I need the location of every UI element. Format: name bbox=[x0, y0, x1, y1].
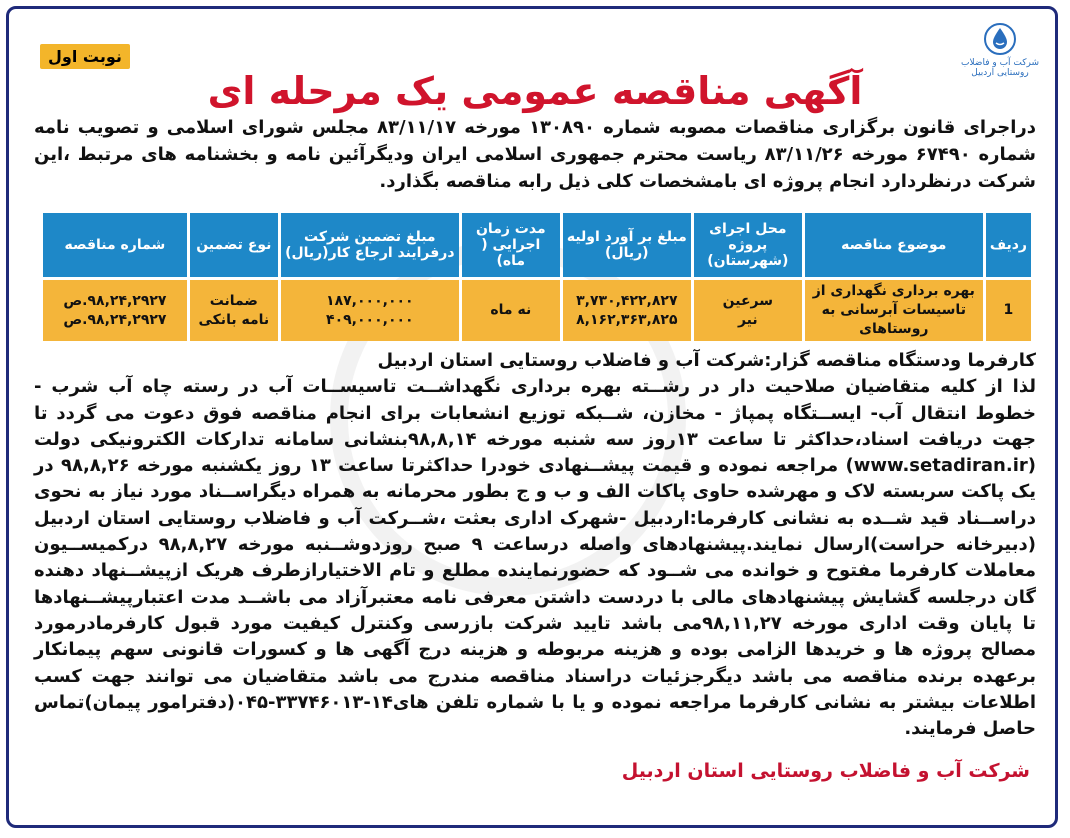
cell-row-number: 1 bbox=[986, 280, 1031, 341]
location-nir: نیر bbox=[737, 311, 758, 328]
header-subject: موضوع مناقصه bbox=[805, 213, 983, 277]
header-guarantee: مبلغ تضمین شرکت درفرایند ارجاع کار(ریال) bbox=[281, 213, 459, 277]
header-tender-number: شماره مناقصه bbox=[43, 213, 187, 277]
edition-badge: نوبت اول bbox=[40, 44, 130, 69]
cell-estimate bbox=[563, 280, 691, 341]
guarantee-1: ۱۸۷,۰۰۰,۰۰۰ bbox=[326, 292, 414, 309]
cell-guarantee-type: ضمانت نامه بانکی bbox=[190, 280, 278, 341]
cell-subject: بهره برداری نگهداری از تاسیسات آبرسانی به روستاهای bbox=[805, 280, 983, 341]
footer-signature: شرکت آب و فاضلاب روستایی استان اردبیل bbox=[621, 760, 1030, 782]
water-drop-icon bbox=[983, 22, 1017, 56]
cell-guarantee bbox=[281, 280, 459, 341]
cell-duration: نه ماه bbox=[462, 280, 560, 341]
cell-location bbox=[694, 280, 802, 341]
tender-number-2: ۹۸,۲۴,۲۹۲۷.ص bbox=[63, 311, 167, 328]
table-row bbox=[43, 280, 1031, 341]
cell-tender-number bbox=[43, 280, 187, 341]
header-guarantee-type: نوع تضمین bbox=[190, 213, 278, 277]
guarantee-2: ۴۰۹,۰۰۰,۰۰۰ bbox=[326, 311, 414, 328]
company-logo bbox=[952, 22, 1048, 92]
employer-line: کارفرما ودستگاه مناقصه گزار:شرکت آب و فاضلاب روستایی استان اردبیل bbox=[377, 350, 1036, 371]
body-text bbox=[34, 348, 1036, 742]
estimate-1: ۳,۷۳۰,۴۲۲,۸۲۷ bbox=[576, 292, 678, 309]
table-header-row bbox=[43, 213, 1031, 277]
intro-paragraph: دراجرای قانون برگزاری مناقصات مصوبه شماره ۱۳۰۸۹۰ مورخه ۸۳/۱۱/۱۷ مجلس شورای اسلامی و تصویب نامه شماره ۶۷۴۹۰ مورخه ۸۳/۱۱/۲۶ ریاست محترم جمهوری اسلامی ایران ودیگرآئین نامه و بخشنامه های مرتبط ،این شرکت درنظردارد انجام پروژه ای بامشخصات کلی ذیل رابه مناقصه بگذارد. bbox=[34, 117, 1036, 192]
tender-table bbox=[40, 210, 1034, 344]
tender-number-1: ۹۸,۲۴,۲۹۲۷.ص bbox=[63, 292, 167, 309]
header-row-number: ردیف bbox=[986, 213, 1031, 277]
page-title: آگهی مناقصه عمومی یک مرحله ای bbox=[207, 69, 863, 113]
header-location: محل اجرای پروژه (شهرستان) bbox=[694, 213, 802, 277]
header-estimate: مبلغ بر آورد اولیه (ریال) bbox=[563, 213, 691, 277]
header-duration: مدت زمان اجرایی ( ماه) bbox=[462, 213, 560, 277]
estimate-2: ۸,۱۶۲,۳۶۳,۸۲۵ bbox=[576, 311, 678, 328]
body-paragraph: لذا از کلیه متقاضیان صلاحیت دار در رشــته بهره برداری نگهداشــت تاسیســات آب در رسته چاه آب شرب - خطوط انتقال آب- ایســتگاه پمپاژ - مخازن، شــبکه توزیع انشعابات برای انجام مناقصه فوق دعوت می گردد تا جهت دریافت اسناد،حداکثر تا ساعت ۱۳روز سه شنبه مورخه ۹۸,۸,۱۴بنشانی سامانه تدارکات الکترونیکی دولت (www.setadiran.ir) مراجعه نموده و قیمت پیشــنهادی خودرا حداکثرتا ساعت ۱۳ روز یکشنبه مورخه ۹۸,۸,۲۶ در یک پاکت سربسته لاک و مهرشده حاوی پاکات الف و ب و ج بطور محرمانه به همراه دیگراســناد مورد نیاز به نحوی دراســناد قید شــده به نشانی کارفرما:اردبیل -شهرک اداری بعثت ،شــرکت آب و فاضلاب روستایی استان اردبیل (دبیرخانه حراست)ارسال نمایند.پیشنهادهای واصله درساعت ۹ صبح روزدوشــنبه مورخه ۹۸,۸,۲۷ درکمیســیون معاملات کارفرما مفتوح و خوانده می شــود که حضورنماینده مطلع و تام الاختیارازطرف هریک ازپیشــنهاد دهنده گان درجلسه گشایش پیشنهادهای مالی با دردست داشتن معرفی نامه معتبرآزاد می باشــد مدت اعتبارپیشــنهادها تا پایان وقت اداری مورخه ۹۸,۱۱,۲۷می باشد تایید شرکت بازرسی وکنترل کیفیت مورد قبول کارفرمادرمورد مصالح پروژه ها و خریدها الزامی بوده و هزینه مربوطه و هزینه درج آگهی ها و کسورات قانونی سهم پیمانکار برعهده برنده مناقصه می باشد دیگرجزئیات دراسناد مناقصه مندرج می باشد متقاضیان می توانند جهت کسب اطلاعات بیشتر به نشانی کارفرما مراجعه نموده و یا با شماره تلفن های۱۴-۳۳۷۴۶۰۱۳-۰۴۵(دفترامور پیمان)تماس حاصل فرمایند. bbox=[34, 376, 1037, 740]
location-sarein: سرعین bbox=[722, 292, 773, 309]
logo-caption: شرکت آب و فاضلاب روستایی اردبیل bbox=[960, 58, 1040, 78]
